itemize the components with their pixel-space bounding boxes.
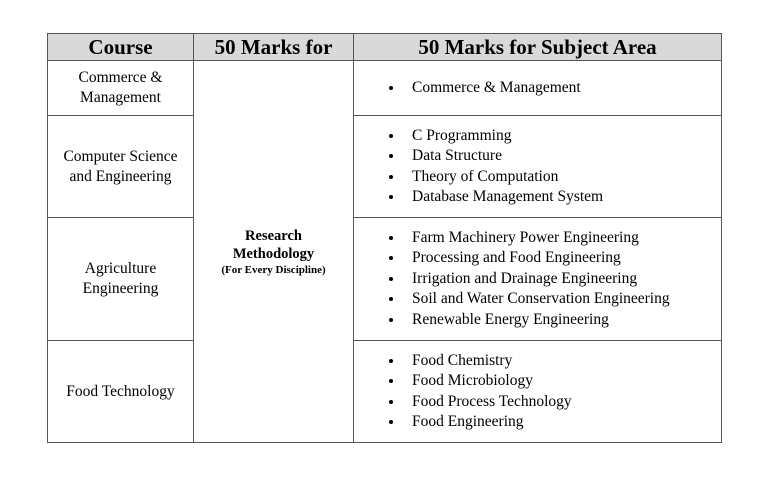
subject-item: Commerce & Management: [412, 78, 721, 99]
subject-item: Food Chemistry: [412, 351, 721, 372]
table-header: [48, 34, 722, 61]
syllabus-table: [47, 33, 722, 443]
subject-item: Theory of Computation: [412, 167, 721, 188]
course-name-line: Commerce &: [78, 69, 163, 86]
course-name-line: Computer Science: [63, 147, 178, 165]
subject-item: Soil and Water Conservation Engineering: [412, 289, 721, 310]
methodology-title: Methodology: [232, 245, 315, 262]
course-cell: [48, 218, 194, 341]
methodology-cell: [194, 61, 354, 443]
course-name-line: Engineering: [82, 280, 159, 297]
methodology-title: Research: [245, 227, 302, 244]
table-row: [48, 341, 722, 443]
subject-item: Food Engineering: [412, 412, 721, 433]
methodology-subtitle: (For Every Discipline): [221, 263, 326, 276]
course-cell: [48, 61, 194, 116]
subject-item: Renewable Energy Engineering: [412, 310, 721, 331]
header-subject-marks: 50 Marks for Subject Area: [354, 34, 722, 61]
subject-list: [354, 351, 721, 433]
subject-item: Data Structure: [412, 146, 721, 167]
subject-item: Irrigation and Drainage Engineering: [412, 269, 721, 290]
header-course: Course: [48, 34, 194, 61]
subject-item: Food Process Technology: [412, 392, 721, 413]
subject-list: [354, 228, 721, 331]
subject-item: Food Microbiology: [412, 371, 721, 392]
table-row: [48, 218, 722, 341]
table-row: [48, 61, 722, 116]
course-cell: [48, 116, 194, 218]
subject-item: C Programming: [412, 126, 721, 147]
subject-list: [354, 78, 721, 99]
subjects-cell: [354, 116, 722, 218]
subject-item: Farm Machinery Power Engineering: [412, 228, 721, 249]
table-row: [48, 116, 722, 218]
subject-item: Processing and Food Engineering: [412, 248, 721, 269]
course-name-line: Agriculture: [84, 260, 157, 277]
header-methodology-marks: 50 Marks for: [194, 34, 354, 61]
subjects-cell: [354, 61, 722, 116]
subject-list: [354, 126, 721, 208]
course-cell: [48, 341, 194, 443]
course-name-line: Management: [80, 89, 161, 106]
course-name-line: and Engineering: [69, 167, 172, 185]
subjects-cell: [354, 341, 722, 443]
subjects-cell: [354, 218, 722, 341]
subject-item: Database Management System: [412, 187, 721, 208]
course-name-line: Food Technology: [66, 382, 175, 400]
